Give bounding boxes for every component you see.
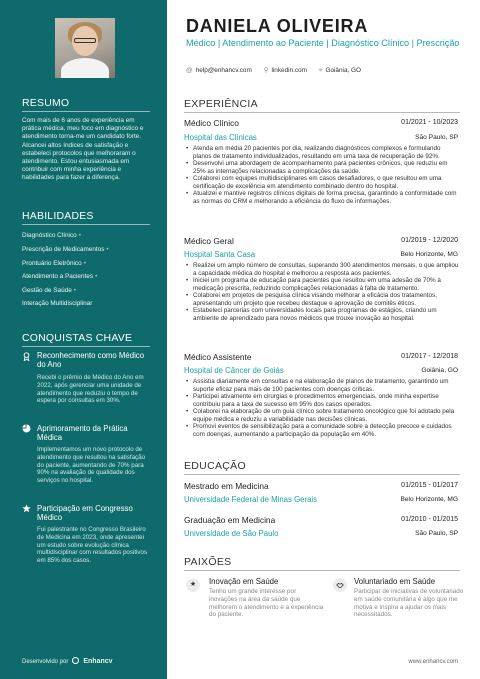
skills-divider bbox=[22, 224, 150, 225]
achievements-title: CONQUISTAS CHAVE bbox=[22, 332, 133, 344]
contact-email[interactable]: @ help@enhancv.com bbox=[186, 67, 252, 74]
job-date: 01/2017 - 12/2018 bbox=[401, 353, 458, 360]
education-date: 01/2010 - 01/2015 bbox=[401, 516, 458, 523]
skill-item: Interação Multidisciplinar bbox=[22, 300, 93, 307]
job-company: Hospital de Câncer de Goiás bbox=[184, 366, 284, 375]
passions-divider bbox=[184, 570, 460, 571]
job-bullets bbox=[184, 145, 460, 205]
skill-item: Prontuário Eletrônico • bbox=[22, 260, 86, 267]
contact-row bbox=[186, 66, 371, 75]
education-location: Belo Horizonte, MG bbox=[400, 496, 458, 503]
summary-title: RESUMO bbox=[22, 97, 70, 109]
link-icon: ⚲ bbox=[263, 67, 269, 74]
award-icon bbox=[22, 352, 31, 361]
passion-title: Inovação em Saúde bbox=[209, 577, 279, 586]
job-title: Médico Clínico bbox=[184, 118, 239, 128]
pie-chart-icon bbox=[22, 424, 31, 433]
list-item: • Estabeleci parcerias com universidades locais para programas de estágios, criando um ambiente de aprendizado para novos médicos que trouxe inovação ao hospital. bbox=[184, 307, 460, 322]
achievement-text: Fui palestrante no Congresso Brasileiro de Medicina em 2023, onde apresentei um estudo sobre evolução clínica multidisciplinar com resultados positivos em 85% dos casos. bbox=[37, 526, 148, 565]
list-item: • Iniciei um programa de educação para pacientes que resultou em uma adesão de 70% à medicação prescrita, reduzindo complicações relacionadas à falta de tratamento. bbox=[184, 277, 460, 292]
job-company: Hospital Santa Casa bbox=[184, 250, 256, 259]
education-degree: Graduação em Medicina bbox=[184, 515, 276, 525]
skills-title: HABILIDADES bbox=[22, 210, 94, 222]
star-icon bbox=[22, 504, 31, 513]
profile-photo bbox=[55, 18, 115, 78]
candidate-name: DANIELA OLIVEIRA bbox=[186, 16, 369, 36]
at-icon: @ bbox=[186, 67, 193, 74]
handshake-icon bbox=[333, 578, 347, 592]
education-school: Universidade Federal de Minas Gerais bbox=[184, 495, 318, 504]
job-date: 01/2019 - 12/2020 bbox=[401, 237, 458, 244]
job-location: Goiânia, GO bbox=[421, 367, 458, 374]
passion-text: Tenho um grande interesse por inovações na área da saúde que melhorem o atendimento e a experiência do paciente. bbox=[209, 588, 324, 619]
education-divider bbox=[184, 474, 460, 475]
skill-item: Diagnóstico Clínico • bbox=[22, 232, 81, 239]
education-date: 01/2015 - 01/2017 bbox=[401, 482, 458, 489]
education-title: EDUCAÇÃO bbox=[184, 460, 246, 472]
achievement-text: Implementamos um novo protocolo de atendimento que resultou na satisfação do paciente, aumentando de 70% para 90% na avaliação de qualidade dos serviços no hospital. bbox=[37, 446, 146, 485]
skill-item: Gestão de Saúde • bbox=[22, 287, 76, 294]
passion-text: Participar de iniciativas de voluntariado em saúde comunitária é algo que me motiva e inspira a ajudar os mais necessitados. bbox=[354, 588, 464, 619]
achievement-title: Participação em Congresso Médico bbox=[37, 504, 133, 523]
job-location: São Paulo, SP bbox=[415, 134, 458, 141]
job-title: Médico Assistente bbox=[184, 352, 252, 362]
list-item: • Colaborei com equipes multidisciplinares em casos desafiadores, o que resultou em uma certificação de excelência em atendimento combinado dentro do hospital. bbox=[184, 175, 460, 190]
list-item: • Participei ativamente em cirurgias e procedimentos emergenciais, onde minha expertise contribuiu para a taxa de sucesso em 95% dos casos operados. bbox=[184, 393, 460, 408]
job-location: Belo Horizonte, MG bbox=[400, 251, 458, 258]
candidate-role: Médico | Atendimento ao Paciente | Diagnóstico Clínico | Prescrição bbox=[186, 38, 460, 48]
education-degree: Mestrado em Medicina bbox=[184, 481, 269, 491]
location-pin-icon: ⌖ bbox=[318, 67, 323, 74]
summary-divider bbox=[22, 111, 150, 112]
experience-title: EXPERIÊNCIA bbox=[184, 98, 258, 110]
list-item: • Colaborei em projetos de pesquisa clínica visando melhorar a eficácia dos tratamentos, apresentando um projeto que recebeu destaque e aprovação de comitês éticos. bbox=[184, 292, 460, 307]
education-school: Universidade de São Paulo bbox=[184, 529, 279, 538]
list-item: • Atenda em média 20 pacientes por dia, realizando diagnósticos complexos e formulando planos de tratamento individualizados, resultando em uma taxa de recuperação de 92%. bbox=[184, 145, 460, 160]
star-icon: ★ bbox=[186, 578, 200, 592]
list-item: • Assistia diariamente em consultas e na elaboração de planos de tratamento, garantindo um suporte eficaz para mais de 100 pacientes com doenças críticas. bbox=[184, 378, 460, 393]
powered-by: Desenvolvido por Enhancv bbox=[22, 658, 113, 665]
skill-item: Atendimento a Pacientes • bbox=[22, 273, 98, 280]
summary-text: Com mais de 6 anos de experiência em prática médica, meu foco em diagnóstico e atendimento torna-me um candidato forte. Alcancei altos índices de satisfação e estabeleci protocolos que melhoraram o atendimento. Estou entusiasmada em contribuir com minha experiência e habilidades para fazer a diferença. bbox=[22, 117, 144, 182]
list-item: • Realizei um amplo número de consultas, superando 300 atendimentos mensais, o que ampliou a capacidade médica do hospital e melhorou a resposta aos pacientes. bbox=[184, 262, 460, 277]
enhancv-logo-icon bbox=[72, 657, 79, 664]
job-bullets bbox=[184, 262, 460, 322]
list-item: • Colaborei na elaboração de um guia clínico sobre tratamento oncológico que foi adotado pela equipe médica e reduziu a variabilidade nas decisões clínicas. bbox=[184, 408, 460, 423]
contact-linkedin[interactable]: ⚲ linkedin.com bbox=[263, 67, 307, 74]
education-location: São Paulo, SP bbox=[415, 530, 458, 537]
footer-url[interactable]: www.enhancv.com bbox=[408, 659, 458, 665]
skill-item: Prescrição de Medicamentos • bbox=[22, 246, 109, 253]
achievement-title: Aprimoramento da Prática Médica bbox=[37, 424, 128, 443]
experience-divider bbox=[184, 112, 460, 113]
list-item: • Promovi eventos de sensibilização para a comunidade sobre a detecção precoce e cuidados com doenças, aumentando a participação da população em 40%. bbox=[184, 423, 460, 438]
sidebar bbox=[0, 0, 167, 679]
job-company: Hospital das Clínicas bbox=[184, 133, 257, 142]
passion-title: Voluntariado em Saúde bbox=[354, 577, 436, 586]
list-item: • Desenvolvi uma abordagem de acompanhamento para pacientes crônicos, que reduziu em 25% as internações relacionadas a complicações da saúde. bbox=[184, 160, 460, 175]
list-item: • Atualizei e mantive registros clínicos digitais de forma precisa, garantindo a conformidade com as normas do CRM e melhorando a eficiência do fluxo de informações. bbox=[184, 190, 460, 205]
achievement-title: Reconhecimento como Médico do Ano bbox=[37, 351, 145, 370]
achievement-text: Recebi o prêmio de Médico do Ano em 2022, após gerenciar uma unidade de atendimento que reduziu o tempo de espera por consultas em 30%. bbox=[37, 374, 144, 405]
job-date: 01/2021 - 10/2023 bbox=[401, 119, 458, 126]
job-bullets bbox=[184, 378, 460, 438]
passions-title: PAIXÕES bbox=[184, 556, 232, 568]
job-title: Médico Geral bbox=[184, 236, 234, 246]
achievements-divider bbox=[22, 346, 150, 347]
contact-location: ⌖ Goiânia, GO bbox=[318, 67, 361, 74]
